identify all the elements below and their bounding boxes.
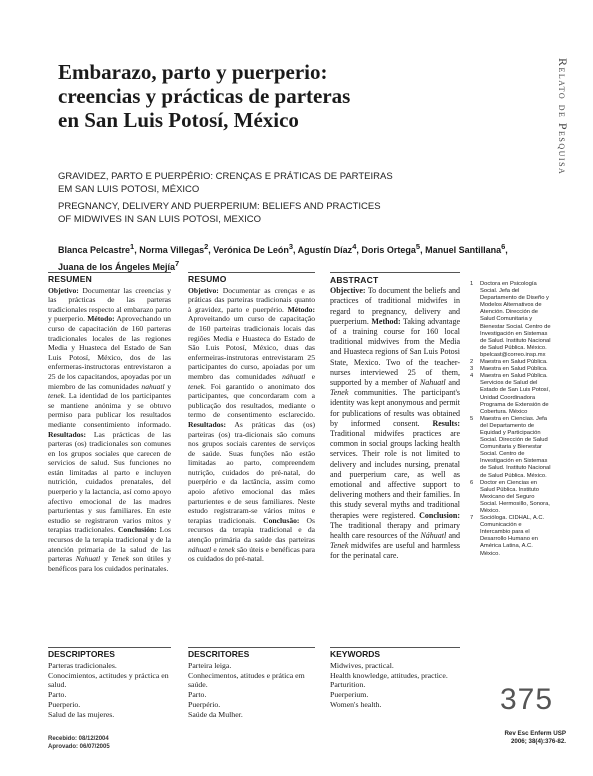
footnote: 6 Doctor en Ciencias en Salud Pública. Instituto Mexicano del Seguro Social. Hermosillo, Sonora, México.: [470, 479, 550, 514]
keyword-item: Parturition.: [330, 680, 366, 690]
author-footnotes: [470, 281, 552, 558]
approved-date: Aprovado: 06/07/2005: [48, 744, 110, 750]
keywords-section: [330, 650, 460, 710]
resumen-section: [48, 275, 171, 573]
subtitle-en-line-2: OF MIDWIVES IN SAN LUIS POTOSI, MEXICO: [58, 214, 262, 225]
descriptores-header: DESCRIPTORES: [48, 649, 115, 659]
subtitle-pt-line-2: EM SAN LUIS POTOSI, MÉXICO: [58, 184, 200, 195]
keyword-item: Puerpério.: [188, 699, 221, 709]
received-date: Recebido: 08/12/2004: [48, 736, 109, 742]
abstract-section: [330, 275, 460, 562]
title-line-3: en San Luis Potosí, México: [58, 108, 299, 132]
footnote: 7 Socióloga. CIDHAL, A.C. Comunicación e Intercambio para el Desarrollo Humano en América Latina, A.C. México.: [470, 515, 545, 557]
divider: [330, 272, 460, 273]
descritores-section: [188, 650, 315, 720]
footnote: 2 Maestra en Salud Pública.: [470, 359, 548, 366]
title-line-1: Embarazo, parto y puerperio:: [58, 60, 328, 84]
author-list: [58, 240, 528, 274]
submission-dates: [48, 735, 188, 751]
divider: [330, 647, 460, 648]
section-label: Relato de Pesquisa: [556, 58, 570, 176]
keyword-item: Women's health.: [330, 699, 382, 709]
author: Manuel Santillana$^6$,: [425, 242, 508, 255]
keyword-item: Parteras tradicionales.: [48, 660, 117, 670]
author: Juana de los Ángeles Mejía$^7$: [58, 259, 180, 272]
footnote: 3 Maestra en Salud Pública.: [470, 366, 548, 373]
resumo-header: RESUMO: [188, 275, 227, 284]
journal-volume: 2006; 38(4):376-82.: [510, 738, 566, 745]
keyword-item: Midwives, practical.: [330, 660, 394, 670]
keyword-item: Saúde da Mulher.: [188, 709, 243, 719]
author: Doris Ortega$^5$,: [361, 242, 426, 255]
keyword-item: Puerperium.: [330, 690, 369, 700]
author: Norma Villegas$^2$,: [139, 242, 214, 255]
keyword-item: Parteira leiga.: [188, 660, 232, 670]
subtitle-portuguese: [58, 170, 408, 196]
footnote: 4 Maestra en Salud Pública. Servicios de Salud del Estado de San Luis Potosí, Unidad Coordinadora Programa de Extensión de Cobertura. México: [470, 373, 550, 415]
author: Verónica De León$^3$,: [213, 242, 298, 255]
keyword-item: Health knowledge, attitudes, practice.: [330, 670, 448, 680]
journal-citation: [478, 730, 566, 746]
abstract-body: Objective: To document the beliefs and practices of traditional midwifes in regard to pregnancy, delivery and puerperium. Method: Taking advantage of a training course for 160 local traditional midwives from the Media and Huasteca regions of San Luis Potosi State, Mexico. Two of the teacher-nurses interviewed 25 of them, supported by a member of Nahuatl and Tenek communities. The participant's identity was kept anonymous and permit for publications of results was obtained by informed consent. Results: Traditional midwifes practices are common in social groups lacking health services. Their role is not limited to delivery and includes nursing, prenatal and puerperium care, as well as emotional and affective support to delivering mothers and their families. In this study several myths and traditional therapies were registered. Conclusion: The traditional therapy and primary health care resources of the Náhuatl and Tenek midwifes are useful and harmless for the perinatal care.: [330, 286, 460, 561]
resumen-header: RESUMEN: [48, 275, 92, 284]
keyword-item: Conhecimentos, atitudes e prática em saúde.: [188, 670, 305, 690]
keyword-item: Salud de las mujeres.: [48, 709, 115, 719]
footnote: 5 Maestra en Ciencias. Jefa del Departamento de Equidad y Participación Social. Dirección de Salud Comunitaria y Bienestar Social. Centro de Investigación en Sistemas de Salud. Instituto Nacional de Salud Pública. México.: [470, 415, 551, 479]
keywords-header: KEYWORDS: [330, 649, 381, 659]
subtitle-pt-line-1: GRAVIDEZ, PARTO E PUERPÉRIO: CRENÇAS E PRÁTICAS DE PARTEIRAS: [58, 171, 393, 182]
descritores-header: DESCRITORES: [188, 649, 250, 659]
divider: [48, 272, 171, 273]
resumen-body: Objetivo: Documentar las creencias y las prácticas de las parteras tradicionales respecto al embarazo parto y puerperio. Método: Aprovechando un curso de capacitación de 160 parteras tradicionales locales de las regiones Media y Huasteca del Estado de San Luis Potosí, México, dos de las enfermeras-instructoras entrevistaron a 25 de los capacitandos, apoyadas por un miembro de las comunidades nahuatl y tenek. La identidad de los participantes se mantiene anónima y se obtuvo permiso para publicar los resultados mediante consentimiento informado. Resultados: Las prácticas de las parteras (os) tradicionales son comunes en los grupos sociales que carecen de servicios de salud. Sus funciones no están limitadas al parto e incluyen nutrición, cuidados prenatales, del puerperio y la lactancia, así como apoyo afectivo emocional de las madres parturientas y sus familiares. En este estudio se registraron varios mitos y terapias tradicionales. Conclusión: Los recursos de la terapia tradicional y de la atención primaria de la salud de las parteras Nahuatl y Tenek son útiles y benéficos para los cuidados perinatales.: [48, 285, 171, 573]
divider: [188, 272, 315, 273]
keyword-item: Parto.: [188, 690, 207, 700]
author: Blanca Pelcastre$^1$,: [58, 242, 140, 255]
resumo-section: [188, 275, 315, 564]
subtitle-en-line-1: PREGNANCY, DELIVERY AND PUERPERIUM: BELIEFS AND PRACTICES: [58, 201, 381, 212]
divider: [188, 647, 315, 648]
keyword-item: Puerperio.: [48, 699, 81, 709]
footnote: 1 Doctora en Psicología Social. Jefa del Departamento de Diseño y Modelos Alternativos de Atención. Dirección de Salud Comunitaria y Bienestar Social. Centro de Investigación en Sistemas de Salud. Instituto Nacional de Salud Pública. México. bpelcast@correo.insp.mx: [470, 281, 551, 358]
resumo-body: Objetivo: Documentar as crenças e as práticas das parteiras tradicionais quanto à gravidez, parto e puerpério. Método: Aproveitando um curso de capacitação de 160 parteiras tradicionais locais das regiões Media e Huasteca do Estado de São Luis Potosí, México, duas das enfermeiras-instrutoras entrevistaram 25 participantes do curso, apoiadas por um membro das comunidades náhuatl e tenek. Foi garantido o anonimato dos participantes, que concordaram com a publicação dos resultados, mediante o termo de consentimento esclarecido. Resultados: As práticas das (os) parteiras (os) tra-dicionais são comuns nos grupos sociais carentes de serviços de saúde. Suas funções não estão limitadas ao parto, compreendem nutrição, cuidados do pré-natal, do puerpério e da lactância, assim como apoio afetivo emocional das mães parturientes e de seus familiares. Neste estudo registraram-se vários mitos e terapias tradicionais. Conclusão: Os recursos da terapia tradicional e da atenção primária da saúde das parteiras náhuatl e tenek são úteis e benéficas para os cuidados do pré-natal.: [188, 285, 315, 564]
author: Agustín Díaz$^4$,: [297, 242, 362, 255]
article-title: [58, 60, 448, 132]
descriptores-section: [48, 650, 171, 720]
page-number: 375: [500, 683, 554, 716]
subtitle-english: [58, 200, 408, 226]
keyword-item: Parto.: [48, 690, 67, 700]
keyword-item: Conocimientos, actitudes y práctica en salud.: [48, 670, 169, 690]
journal-name: Rev Esc Enferm USP: [504, 730, 566, 737]
divider: [48, 647, 171, 648]
title-line-2: creencias y prácticas de parteras: [58, 84, 351, 108]
abstract-header: ABSTRACT: [330, 275, 379, 285]
